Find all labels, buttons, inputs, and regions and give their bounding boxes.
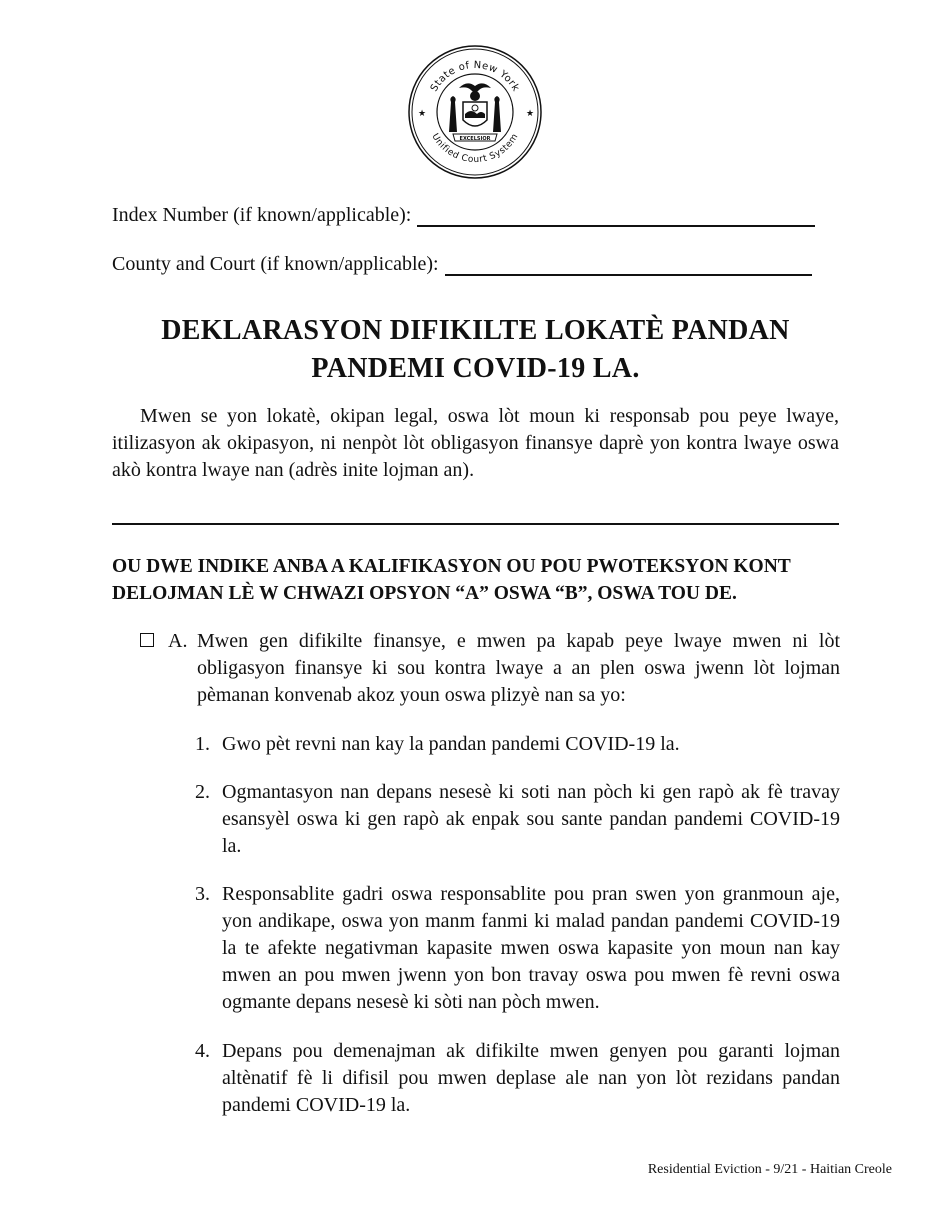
- form-footer: Residential Eviction - 9/21 - Haitian Creole: [647, 1162, 892, 1177]
- list-item: [190, 779, 840, 860]
- list-item-text: Ogmantasyon nan depans nesesè ki soti nan pòch ki gen rapò ak fè travay esansyèl oswa ki gen rapò ak enpak sou sante pandan pandemi COVID-19 la.: [222, 781, 840, 857]
- seal-motto: EXCELSIOR: [459, 136, 491, 142]
- index-number-label: Index Number (if known/applicable):: [112, 204, 412, 226]
- svg-text:★: ★: [526, 108, 535, 118]
- list-item: [190, 881, 840, 1016]
- list-item-text: Depans pou demenajman ak difikilte mwen genyen pou garanti lojman altènatif fè li difisil pou mwen deplase ale nan yon lòt rezidans pandan pandemi COVID-19 la.: [222, 1040, 840, 1116]
- ny-court-seal-logo: [407, 44, 543, 180]
- section-divider: [112, 523, 839, 525]
- svg-text:State of New York: State of New York: [428, 59, 522, 94]
- list-item: [190, 1038, 840, 1119]
- svg-text:Unified Court System: Unified Court System: [429, 131, 521, 166]
- list-item-text: Gwo pèt revni nan kay la pandan pandemi COVID-19 la.: [222, 733, 680, 755]
- index-number-blank-line[interactable]: [417, 207, 815, 227]
- option-a: [140, 628, 840, 709]
- county-court-blank-line[interactable]: [445, 256, 812, 276]
- option-a-letter: A.: [168, 630, 188, 652]
- index-number-row: [112, 204, 815, 227]
- option-a-text: Mwen gen difikilte finansye, e mwen pa kapab peye lwaye mwen ni lòt obligasyon finansye ki sou kontra lwaye a an plen oswa jwenn lòt lojman pèmanan konvenab akoz youn oswa plizyè nan sa yo:: [197, 630, 840, 706]
- title-line-2: PANDEMI COVID-19 LA.: [311, 353, 640, 384]
- list-item-number: 3.: [195, 883, 210, 905]
- list-item-number: 1.: [195, 733, 210, 755]
- option-a-checkbox[interactable]: [140, 633, 154, 647]
- title-line-1: DEKLARASYON DIFIKILTE LOKATÈ PANDAN: [161, 315, 790, 346]
- list-item: [190, 731, 840, 758]
- county-court-label: County and Court (if known/applicable):: [112, 253, 439, 275]
- document-title: [112, 312, 839, 388]
- instructions-heading: OU DWE INDIKE ANBA A KALIFIKASYON OU POU PWOTEKSYON KONT DELOJMAN LÈ W CHWAZI OPSYON “A” OSWA “B”, OSWA TOU DE.: [112, 556, 791, 604]
- list-item-number: 2.: [195, 781, 210, 803]
- list-item-text: Responsablite gadri oswa responsablite pou pran swen yon granmoun aje, yon andikape, oswa yon manm fanmi ki malad pandan pandemi COVID-19 la te afekte negativman kapasite mwen oswa kapasite yon moun nan kay mwen an pou mwen jwenn yon bon travay oswa pou mwen fè revni oswa ogmante depans nesesè ki sòti nan pòch mwen.: [222, 883, 840, 1013]
- intro-paragraph: Mwen se yon lokatè, okipan legal, oswa lòt moun ki responsab pou peye lwaye, itilizasyon ak okipasyon, ni nenpòt lòt obligasyon finansye daprè yon kontra lwaye oswa akò kontra lwaye nan (adrès inite lojman an).: [112, 405, 839, 481]
- svg-text:★: ★: [418, 108, 427, 118]
- county-court-row: [112, 253, 812, 276]
- list-item-number: 4.: [195, 1040, 210, 1062]
